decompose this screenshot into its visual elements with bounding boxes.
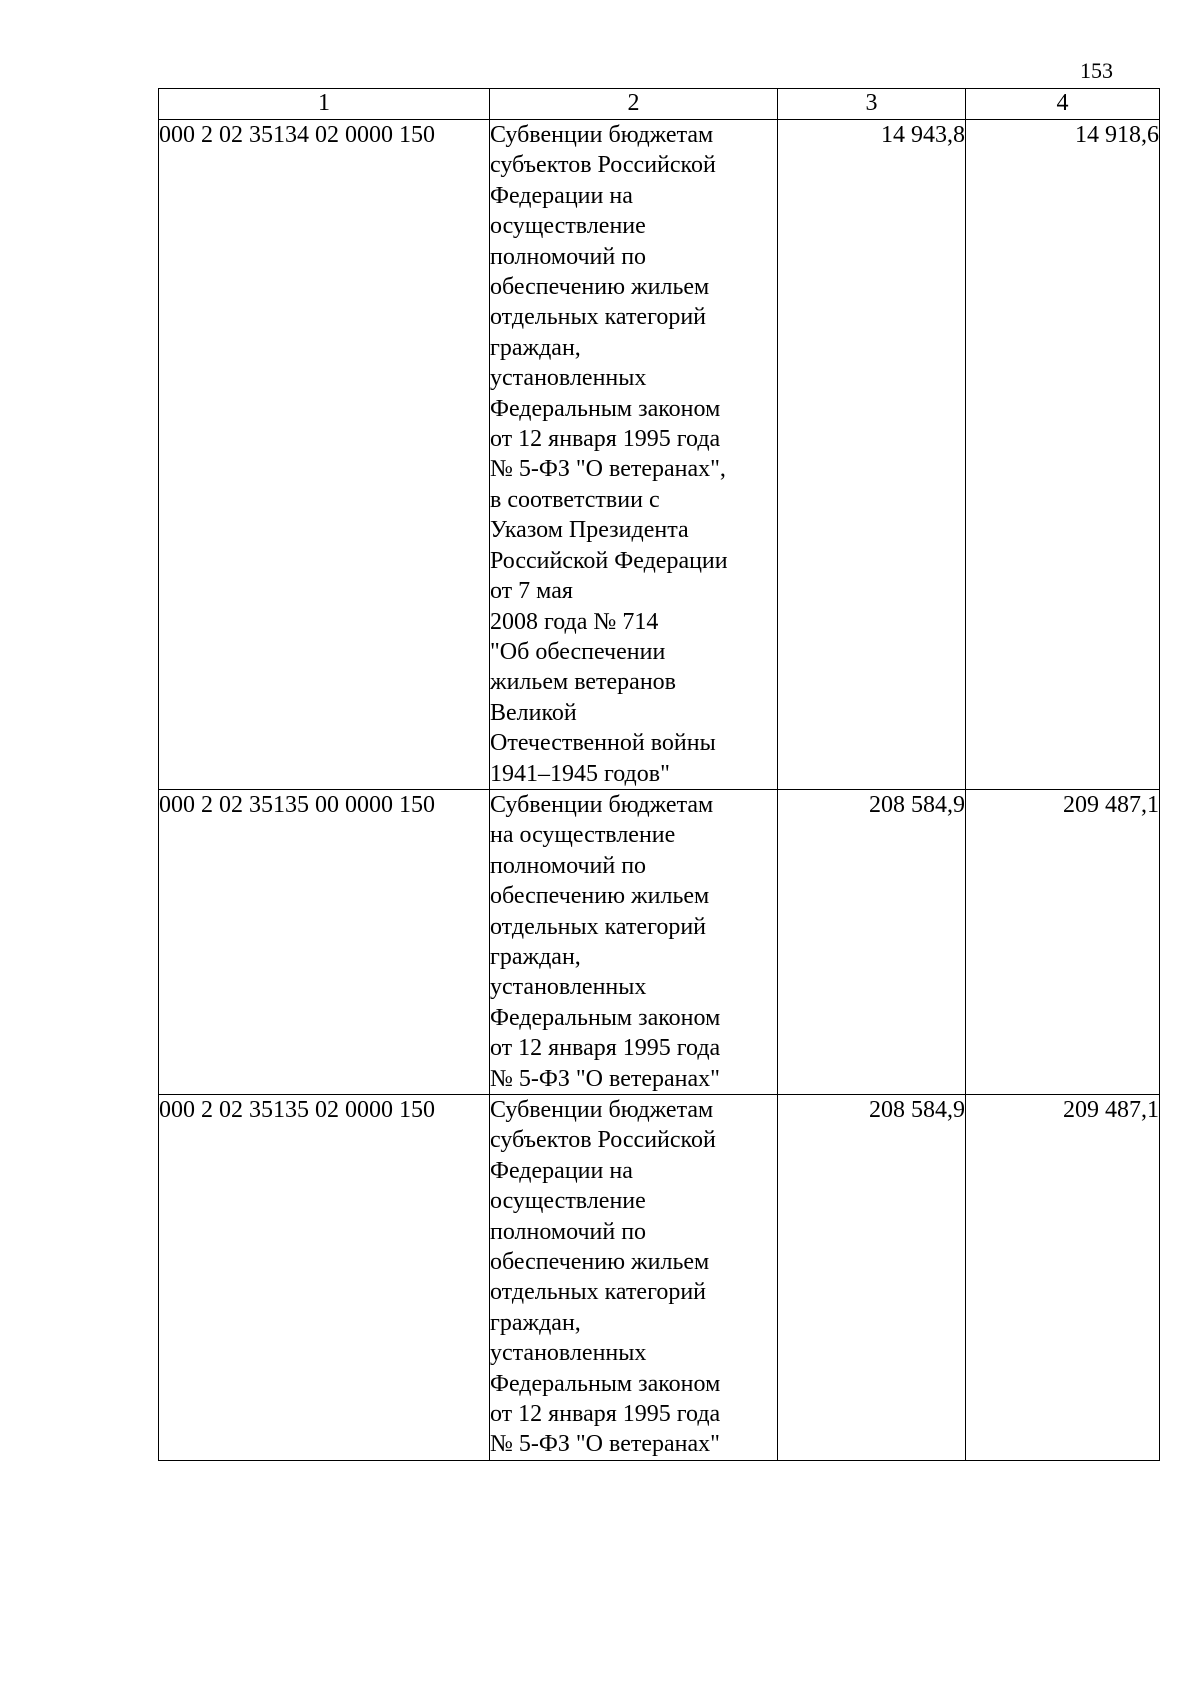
description-line: 1941–1945 годов" (490, 760, 670, 787)
description-line: Федерации на (490, 1157, 633, 1184)
description-line: субъектов Российской (490, 152, 716, 179)
description-line: Российской Федерации (490, 547, 728, 574)
header-row (159, 89, 1160, 120)
description-line: Федерации на (490, 182, 633, 209)
description-line: обеспечению жильем (490, 1249, 710, 1276)
description-line: отдельных категорий (490, 1279, 707, 1306)
description-line: Субвенции бюджетам (490, 791, 714, 818)
description-line: Субвенции бюджетам (490, 122, 714, 148)
description-line: от 12 января 1995 года (490, 1035, 721, 1062)
description-line: № 5-ФЗ "О ветеранах" (490, 1065, 720, 1092)
amount-column-3-cell: 208 584,9 (778, 1095, 966, 1461)
description-line: № 5-ФЗ "О ветеранах" (490, 1431, 720, 1458)
description-line: Указом Президента (490, 517, 689, 544)
table-body (159, 120, 1160, 1461)
description-line: полномочий по (490, 243, 647, 270)
amount-column-4-cell: 209 487,1 (966, 789, 1160, 1094)
table-row (159, 1095, 1160, 1461)
description-line: Великой (490, 699, 577, 726)
description-line: "Об обеспечении (490, 638, 666, 665)
column-header-1: 1 (159, 89, 490, 120)
column-header-2: 2 (490, 89, 778, 120)
description-line: от 12 января 1995 года (490, 1401, 721, 1428)
description-line: установленных (490, 1340, 647, 1367)
budget-code-cell: 000 2 02 35135 02 0000 150 (159, 1095, 490, 1461)
column-header-4: 4 (966, 89, 1160, 120)
description-line: жильем ветеранов (490, 669, 676, 696)
description-line: отдельных категорий (490, 304, 707, 331)
description-line: № 5-ФЗ "О ветеранах", (490, 456, 726, 483)
description-line: полномочий по (490, 1218, 647, 1245)
description-line: граждан, (490, 943, 581, 970)
description-cell (490, 120, 778, 790)
column-header-3: 3 (778, 89, 966, 120)
description-line: в соответствии с (490, 486, 660, 513)
amount-column-4-cell: 209 487,1 (966, 1095, 1160, 1461)
description-line: Субвенции бюджетам (490, 1097, 714, 1123)
description-line: Федеральным законом (490, 395, 721, 422)
description-line: установленных (490, 365, 647, 392)
description-line: граждан, (490, 1309, 581, 1336)
description-line: отдельных категорий (490, 913, 707, 940)
description-line: на осуществление (490, 822, 676, 849)
description-line: Федеральным законом (490, 1370, 721, 1397)
table-header (159, 89, 1160, 120)
table-row (159, 789, 1160, 1094)
budget-code-cell: 000 2 02 35134 02 0000 150 (159, 120, 490, 790)
description-cell (490, 1095, 778, 1461)
description-line: от 12 января 1995 года (490, 426, 721, 453)
description-cell (490, 789, 778, 1094)
amount-column-3-cell: 208 584,9 (778, 789, 966, 1094)
description-line: обеспечению жильем (490, 883, 710, 910)
page-number: 153 (1080, 58, 1113, 83)
description-line: 2008 года № 714 (490, 608, 659, 635)
amount-column-3-cell: 14 943,8 (778, 120, 966, 790)
description-line: Федеральным законом (490, 1004, 721, 1031)
description-line: Отечественной войны (490, 730, 716, 757)
description-line: установленных (490, 974, 647, 1001)
description-line: осуществление (490, 1188, 646, 1215)
table-row (159, 120, 1160, 790)
description-line: обеспечению жильем (490, 274, 710, 301)
description-line: от 7 мая (490, 578, 573, 605)
budget-code-cell: 000 2 02 35135 00 0000 150 (159, 789, 490, 1094)
description-line: полномочий по (490, 852, 647, 879)
description-line: субъектов Российской (490, 1127, 716, 1154)
amount-column-4-cell: 14 918,6 (966, 120, 1160, 790)
budget-table (158, 88, 1160, 1461)
description-line: осуществление (490, 213, 646, 240)
description-line: граждан, (490, 334, 581, 361)
